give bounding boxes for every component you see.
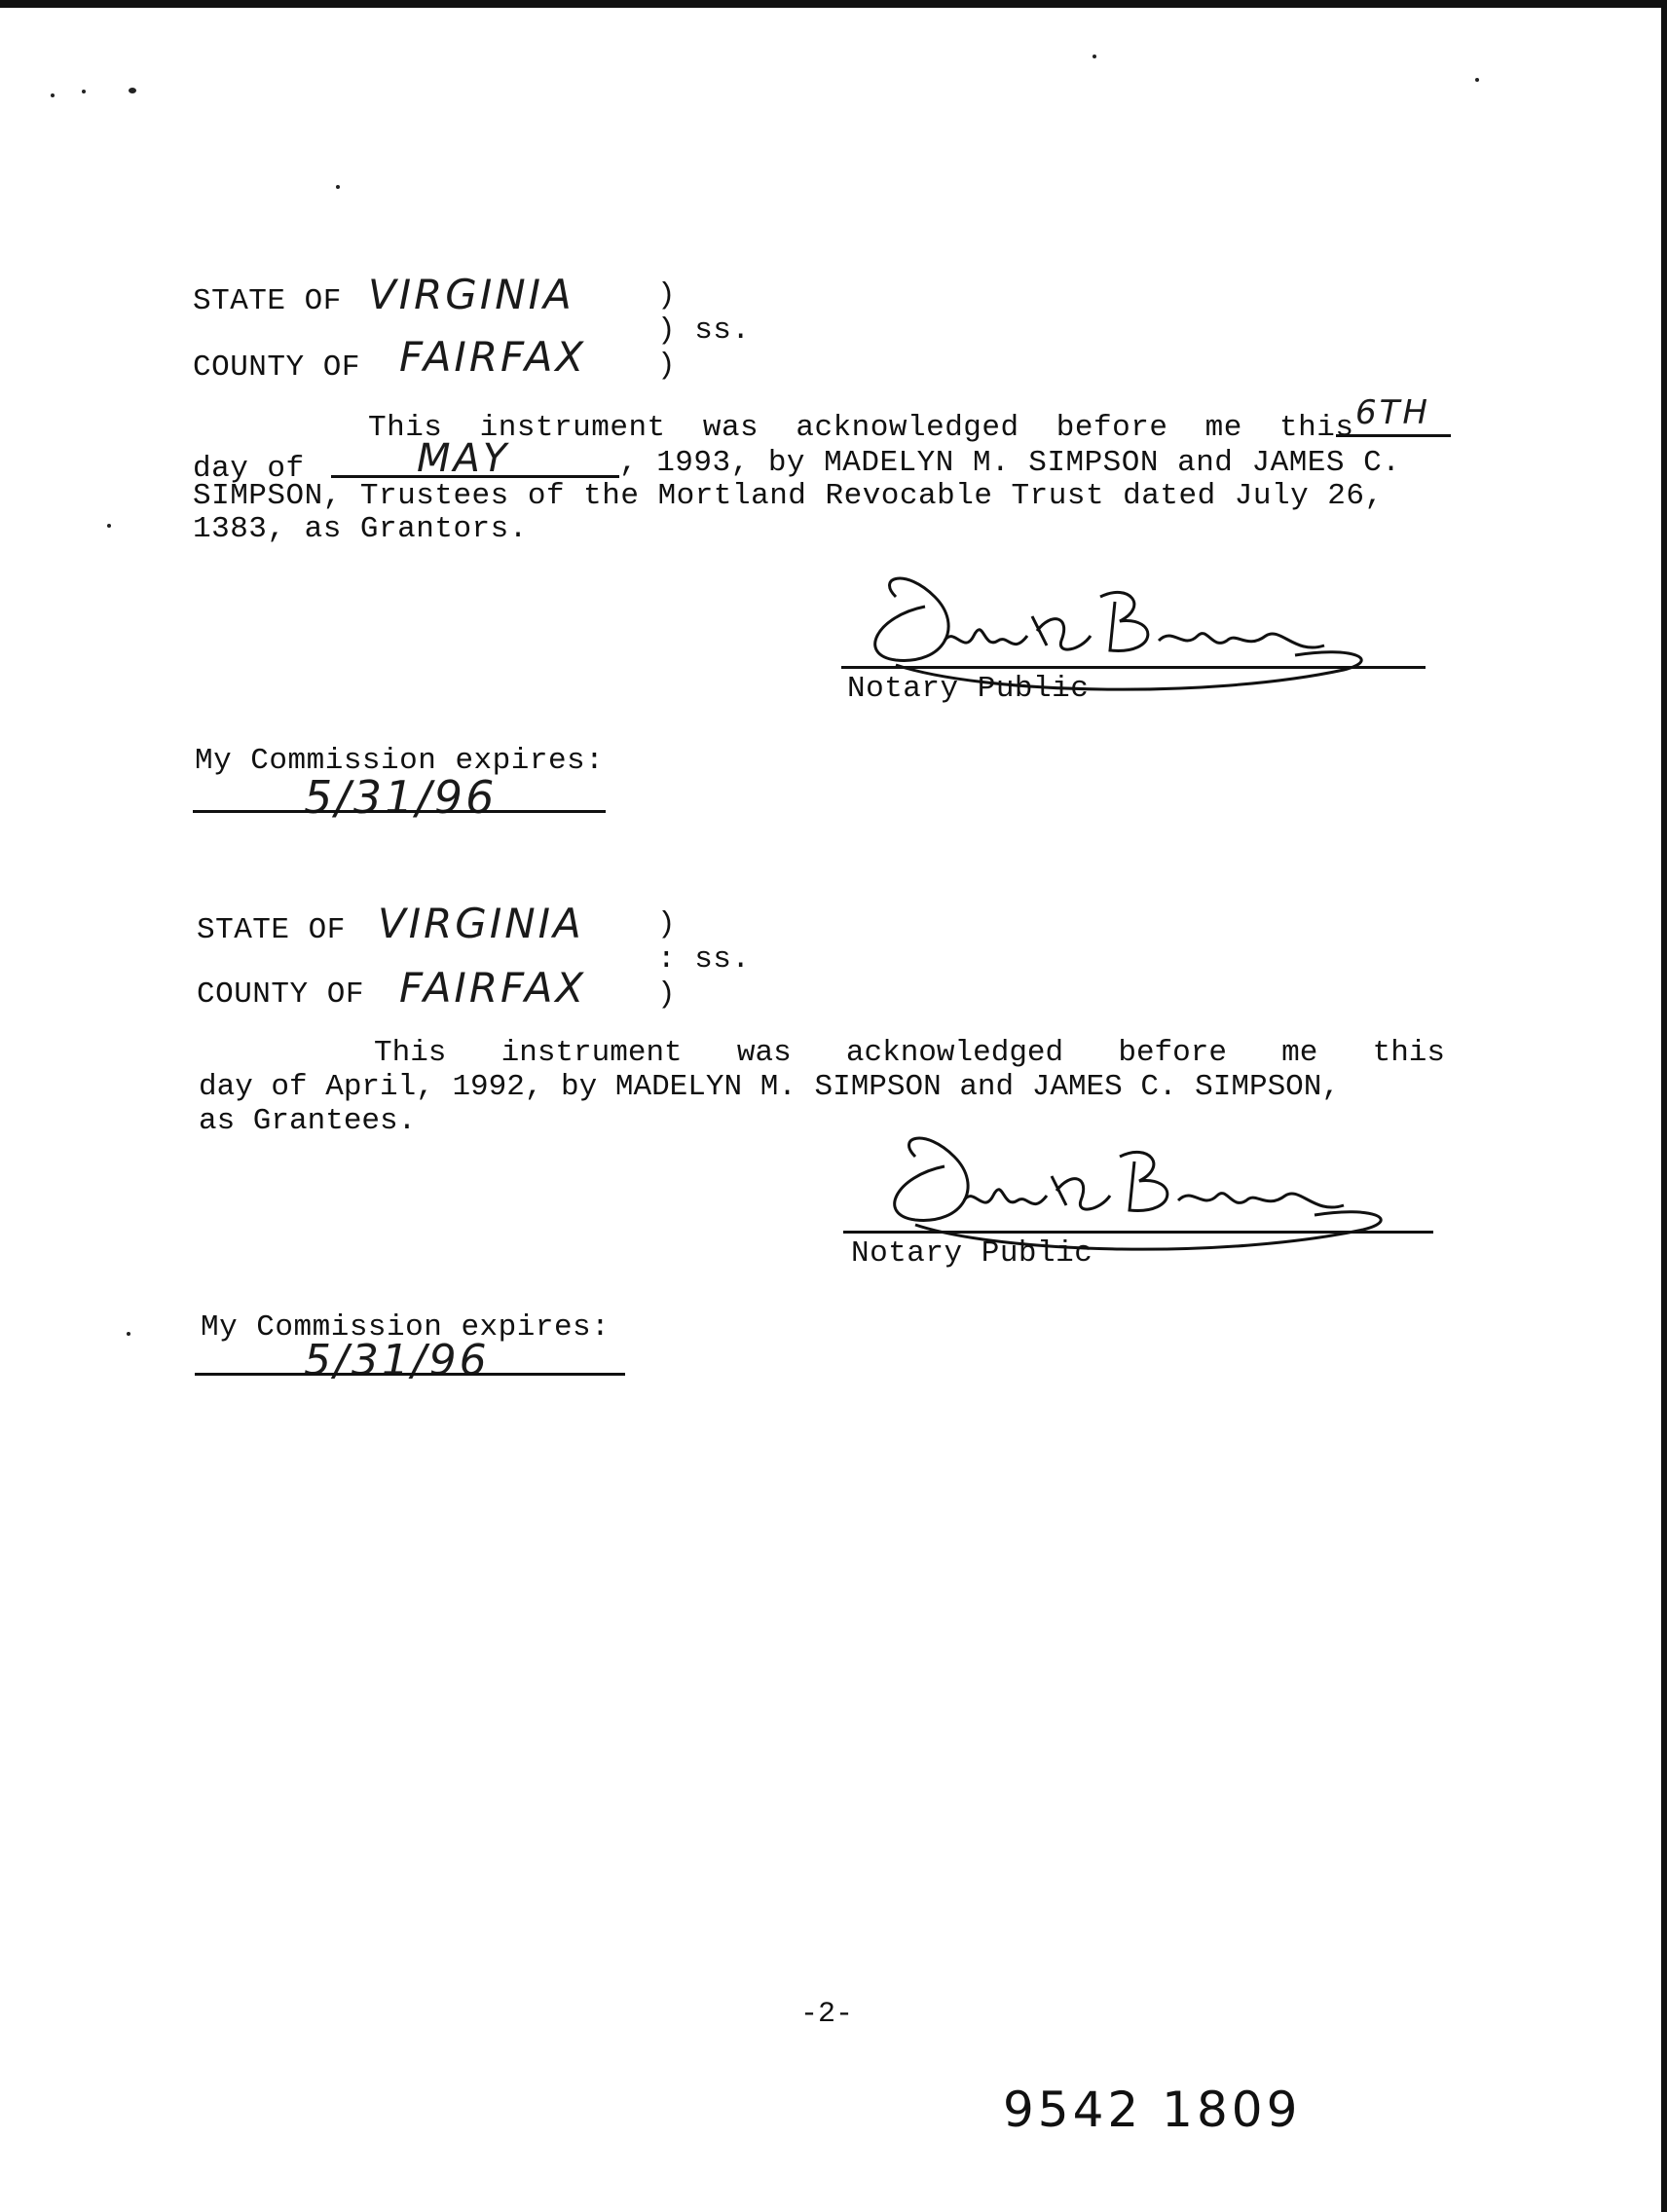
- commission-expires-label: My Commission expires:: [195, 744, 605, 778]
- acknowledgment-line-2: day of April, 1992, by MADELYN M. SIMPSON and JAMES C. SIMPSON,: [199, 1070, 1340, 1104]
- acknowledgment-line-2-end: , 1993, by MADELYN M. SIMPSON and JAMES C.: [619, 446, 1401, 480]
- document-number-stamp: 9542 1809: [1003, 2082, 1302, 2138]
- commission-date-handwritten: 5/31/96: [304, 771, 498, 824]
- notary-signature-line: [843, 1231, 1433, 1234]
- acknowledgment-line-2-start: day of: [193, 452, 305, 486]
- scan-speck: [336, 185, 340, 189]
- commission-expires-label: My Commission expires:: [201, 1310, 611, 1345]
- state-label: STATE OF: [197, 913, 346, 947]
- commission-date-line: [195, 1373, 625, 1376]
- ss-marker: : ss.: [657, 942, 751, 977]
- acknowledgment-line-1: This instrument was acknowledged before me this: [368, 411, 1354, 445]
- commission-date-line: [193, 810, 606, 813]
- county-value-handwritten: FAIRFAX: [399, 333, 587, 381]
- notary-public-label: Notary Public: [851, 1236, 1093, 1271]
- acknowledgment-line-4: 1383, as Grantors.: [193, 512, 528, 546]
- page-number: -2-: [800, 1998, 854, 2031]
- acknowledgment-line-3: as Grantees.: [199, 1104, 417, 1138]
- state-value-handwritten: VIRGINIA: [368, 271, 574, 318]
- bracket-open: ): [657, 907, 677, 941]
- scan-speck: [107, 524, 111, 528]
- bracket-close: ): [657, 977, 677, 1012]
- scan-speck: [1475, 78, 1479, 82]
- bracket-open: ): [657, 278, 677, 313]
- notary-public-label: Notary Public: [847, 672, 1090, 706]
- acknowledgment-line-1: This instrument was acknowledged before me this: [374, 1036, 1445, 1070]
- month-value-handwritten: MAY: [417, 436, 510, 481]
- state-label: STATE OF: [193, 284, 342, 318]
- scan-speck: [129, 88, 136, 93]
- scan-speck: [82, 90, 86, 93]
- scan-speck: [51, 93, 55, 97]
- scan-speck: [127, 1332, 130, 1336]
- state-value-handwritten: VIRGINIA: [378, 900, 584, 947]
- county-label: COUNTY OF: [193, 350, 360, 385]
- county-label: COUNTY OF: [197, 977, 364, 1012]
- scan-speck: [1093, 55, 1096, 58]
- notary-signature-line: [841, 666, 1426, 669]
- acknowledgment-line-3: SIMPSON, Trustees of the Mortland Revocable Trust dated July 26,: [193, 479, 1384, 513]
- bracket-close: ): [657, 349, 677, 383]
- day-value-handwritten: 6TH: [1355, 393, 1430, 432]
- commission-date-handwritten: 5/31/96: [304, 1336, 490, 1385]
- county-value-handwritten: FAIRFAX: [399, 964, 587, 1012]
- ss-marker: ) ss.: [657, 313, 751, 348]
